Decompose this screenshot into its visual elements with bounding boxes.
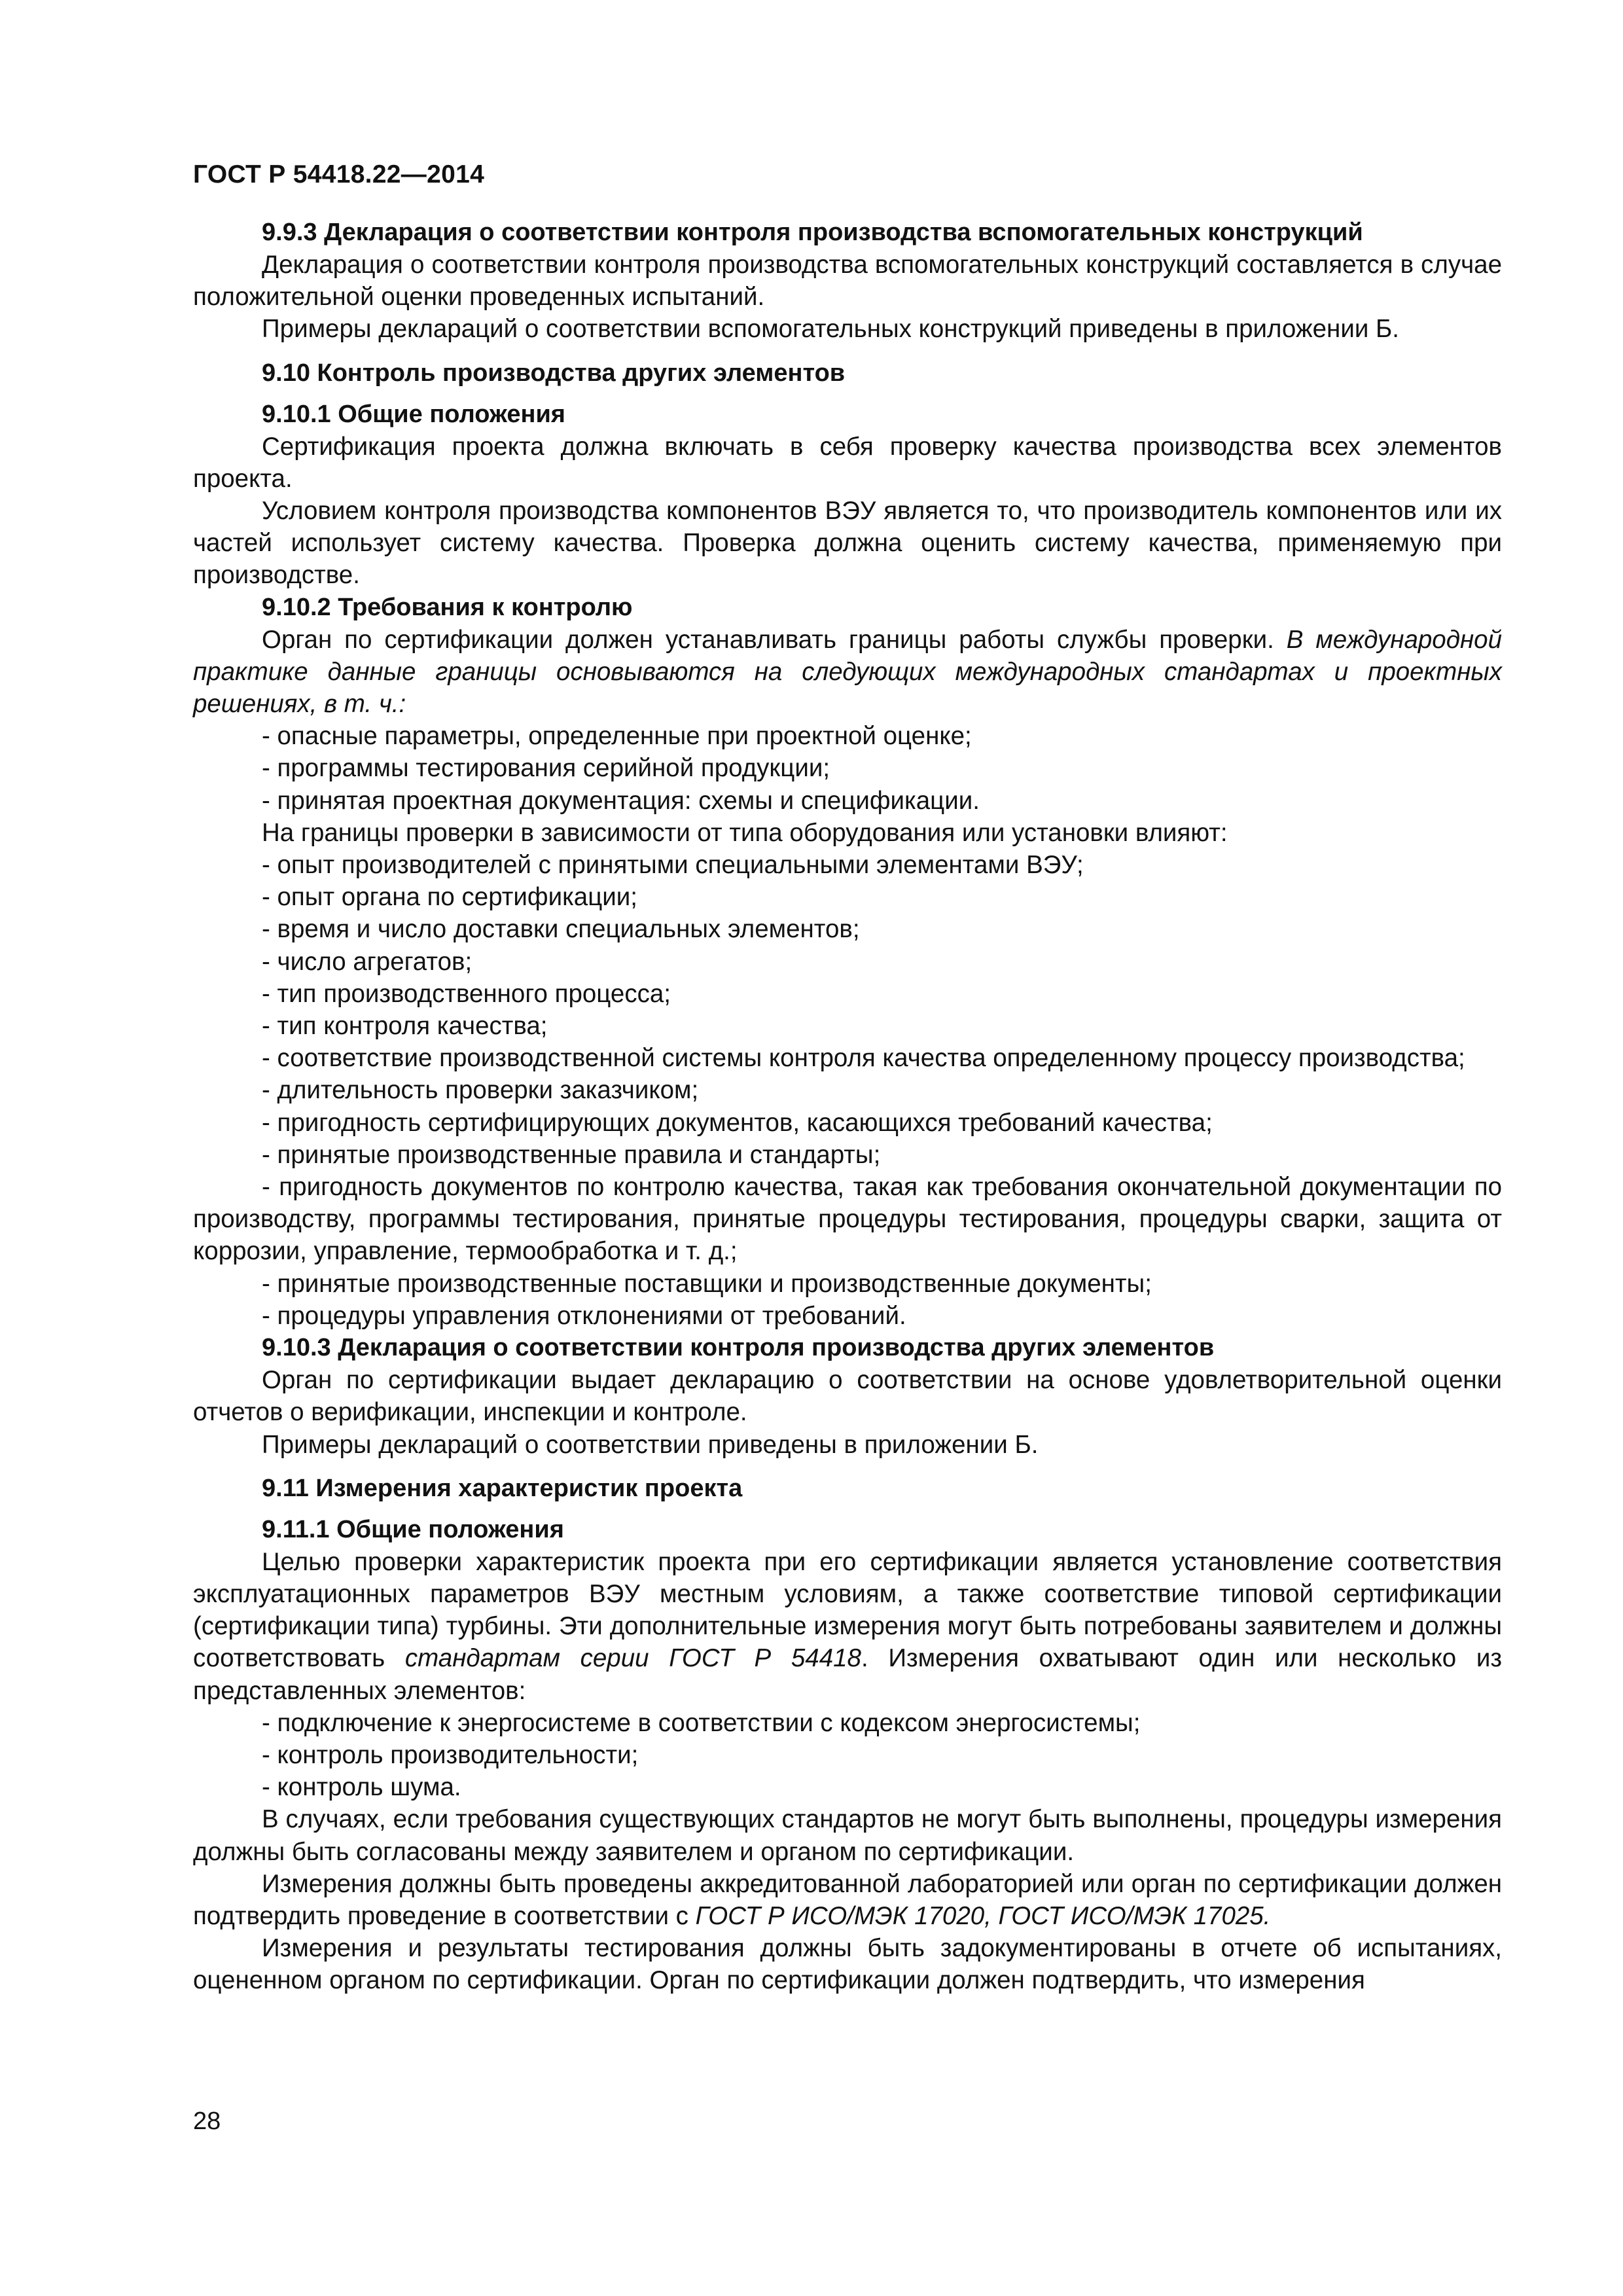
list-item: - время и число доставки специальных элементов; <box>262 915 860 944</box>
paragraph: Орган по сертификации должен устанавливать границы работы службы проверки. В международной практике данные границы основываются на следующих международных стандартах и проектных решениях, в т. ч.: <box>193 625 1502 719</box>
paragraph: Целью проверки характеристик проекта при его сертификации является установление соответствия эксплуатационных параметров ВЭУ местным условиям, а также соответствие типовой сертификации (сертификации типа) турбины. Эти дополнительные измерения могут быть потребованы заявителем и должны соответствовать стандартам серии ГОСТ Р 54418. Измерения охватывают один или несколько из представленных элементов: <box>193 1547 1502 1705</box>
list-item: - опыт производителей с принятыми специальными элементами ВЭУ; <box>262 851 1084 880</box>
paragraph: Измерения и результаты тестирования должны быть задокументированы в отчете об испытаниях, оцененном органом по сертификации. Орган по сертификации должен подтвердить, что измерения <box>193 1934 1502 1995</box>
document-page <box>193 160 1502 1997</box>
section-heading: 9.10.2 Требования к контролю <box>262 593 633 621</box>
list-item: - подключение к энергосистеме в соответствии с кодексом энергосистемы; <box>262 1708 1141 1737</box>
list-item: - пригодность документов по контролю качества, такая как требования окончательной документации по производству, программы тестирования, принятые процедуры тестирования, процедуры сварки, защита от коррозии, управление, термообработка и т. д.; <box>193 1173 1502 1266</box>
list-item: - пригодность сертифицирующих документов, касающихся требований качества; <box>262 1108 1213 1137</box>
list-item: - принятые производственные поставщики и производственные документы; <box>262 1269 1152 1298</box>
list-item: - число агрегатов; <box>262 947 473 976</box>
paragraph: Примеры деклараций о соответствии вспомогательных конструкций приведены в приложении Б. <box>262 315 1399 344</box>
paragraph: Условием контроля производства компонентов ВЭУ является то, что производитель компонентов или их частей использует систему качества. Проверка должна оценить систему качества, применяемую при производстве. <box>193 497 1502 590</box>
section-heading: 9.9.3 Декларация о соответствии контроля производства вспомогательных конструкций <box>262 219 1363 246</box>
section-heading: 9.10.3 Декларация о соответствии контроля производства других элементов <box>262 1334 1215 1362</box>
list-item: - тип контроля качества; <box>262 1012 548 1041</box>
list-item: - принятые производственные правила и стандарты; <box>262 1140 881 1169</box>
list-item: - принятая проектная документация: схемы и спецификации. <box>262 786 980 815</box>
section-heading: 9.10 Контроль производства других элементов <box>262 359 846 387</box>
document-code: ГОСТ Р 54418.22—2014 <box>193 160 485 188</box>
document-body <box>193 217 1502 1997</box>
list-item: - процедуры управления отклонениями от требований. <box>262 1301 906 1330</box>
paragraph: В случаях, если требования существующих стандартов не могут быть выполнены, процедуры измерения должны быть согласованы между заявителем и органом по сертификации. <box>193 1805 1502 1866</box>
paragraph: Декларация о соответствии контроля производства вспомогательных конструкций составляется в случае положительной оценки проведенных испытаний. <box>193 251 1502 312</box>
list-item: - опасные параметры, определенные при проектной оценке; <box>262 722 972 751</box>
list-item: - длительность проверки заказчиком; <box>262 1076 699 1105</box>
paragraph: Измерения должны быть проведены аккредитованной лабораторией или орган по сертификации должен подтвердить проведение в соответствии с ГОСТ Р ИСО/МЭК 17020, ГОСТ ИСО/МЭК 17025. <box>193 1869 1502 1930</box>
section-heading: 9.11 Измерения характеристик проекта <box>262 1474 743 1502</box>
section-heading: 9.11.1 Общие положения <box>262 1515 564 1543</box>
paragraph: Сертификация проекта должна включать в себя проверку качества производства всех элементов проекта. <box>193 432 1502 493</box>
paragraph: Орган по сертификации выдает декларацию о соответствии на основе удовлетворительной оценки отчетов о верификации, инспекции и контроле. <box>193 1366 1502 1427</box>
page-number: 28 <box>193 2108 221 2135</box>
paragraph: Примеры деклараций о соответствии приведены в приложении Б. <box>262 1430 1039 1459</box>
list-item: - опыт органа по сертификации; <box>262 883 637 912</box>
list-item: - контроль производительности; <box>262 1740 639 1769</box>
paragraph: На границы проверки в зависимости от типа оборудования или установки влияют: <box>262 818 1228 847</box>
list-item: - контроль шума. <box>262 1773 461 1802</box>
list-item: - программы тестирования серийной продукции; <box>262 754 830 783</box>
list-item: - тип производственного процесса; <box>262 979 671 1008</box>
list-item: - соответствие производственной системы контроля качества определенному процессу производства; <box>262 1044 1465 1073</box>
section-heading: 9.10.1 Общие положения <box>262 400 565 428</box>
